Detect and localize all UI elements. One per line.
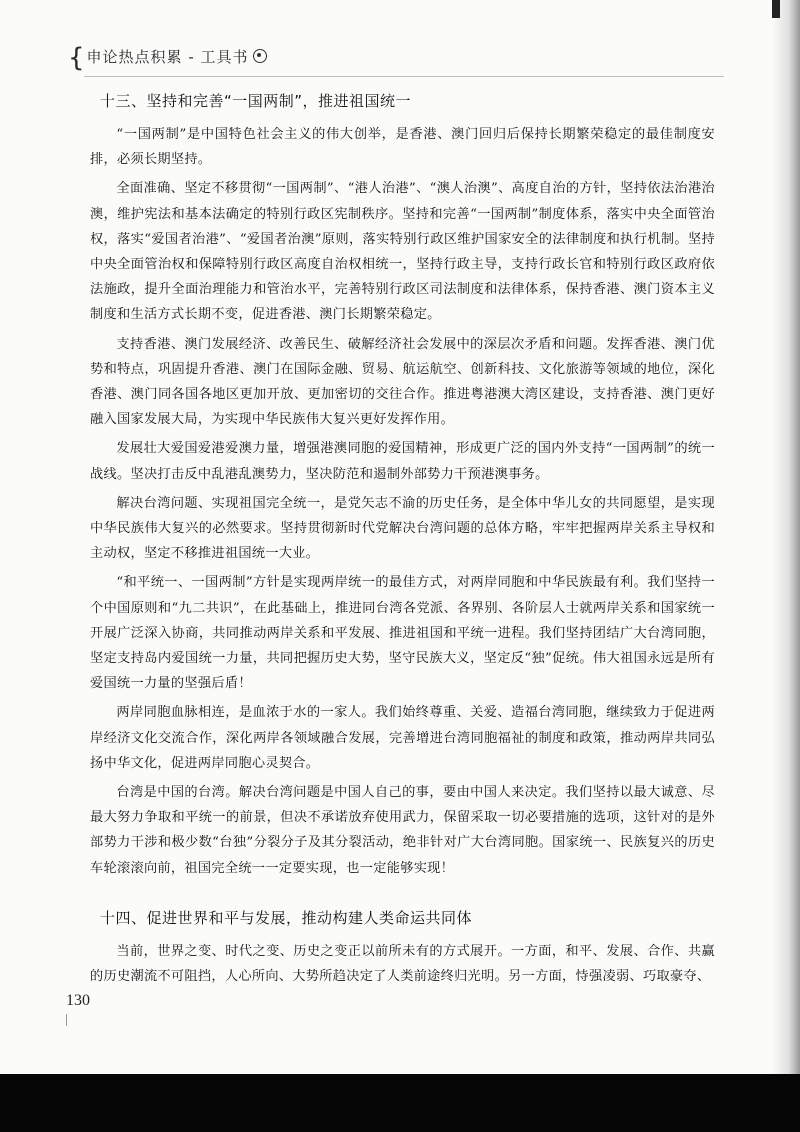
paragraph: 发展壮大爱国爱港爱澳力量，增强港澳同胞的爱国精神，形成更广泛的国内外支持“一国两制”的统一战线。坚决打击反中乱港乱澳势力，坚决防范和遏制外部势力干预港澳事务。 bbox=[90, 441, 715, 482]
running-header bbox=[68, 42, 267, 73]
page-number: 130 bbox=[66, 992, 90, 1009]
margin-tick bbox=[66, 1014, 67, 1026]
paragraph: 支持香港、澳门发展经济、改善民生、破解经济社会发展中的深层次矛盾和问题。发挥香港、澳门优势和特点，巩固提升香港、澳门在国际金融、贸易、航运航空、创新科技、文化旅游等领域的地位，深化香港、澳门同各国各地区更加开放、更加密切的交往合作。推进粤港澳大湾区建设，支持香港、澳门更好融入国家发展大局，为实现中华民族伟大复兴更好发挥作用。 bbox=[90, 336, 715, 428]
page-body bbox=[90, 90, 715, 993]
header-title: 申论热点积累 - 工具书 bbox=[86, 47, 249, 66]
header-rule bbox=[84, 76, 724, 77]
header-bracket: { bbox=[68, 43, 85, 73]
paragraph: 解决台湾问题、实现祖国完全统一，是党矢志不渝的历史任务，是全体中华儿女的共同愿望，是实现中华民族伟大复兴的必然要求。坚持贯彻新时代党解决台湾问题的总体方略，牢牢把握两岸关系主导权和主动权，坚定不移推进祖国统一大业。 bbox=[90, 495, 715, 562]
scan-shadow-edge bbox=[772, 0, 800, 1132]
paragraph: “一国两制”是中国特色社会主义的伟大创举，是香港、澳门回归后保持长期繁荣稳定的最佳制度安排，必须长期坚持。 bbox=[90, 127, 715, 168]
scan-corner-mark bbox=[772, 0, 780, 18]
header-circle-icon bbox=[253, 49, 267, 63]
section-heading-13: 十三、坚持和完善“一国两制”，推进祖国统一 bbox=[100, 92, 412, 110]
paragraph: 全面准确、坚定不移贯彻“一国两制”、“港人治港”、“澳人治澳”、高度自治的方针，坚持依法治港治澳，维护宪法和基本法确定的特别行政区宪制秩序。坚持和完善“一国两制”制度体系，落实中央全面管治权，落实“爱国者治港”、“爱国者治澳”原则，落实特别行政区维护国家安全的法律制度和执行机制。坚持中央全面管治权和保障特别行政区高度自治权相统一，坚持行政主导，支持行政长官和特别行政区政府依法施政，提升全面治理能力和管治水平，完善特别行政区司法制度和法律体系，保持香港、澳门资本主义制度和生活方式长期不变，促进香港、澳门长期繁荣稳定。 bbox=[90, 181, 715, 323]
paragraph: 两岸同胞血脉相连，是血浓于水的一家人。我们始终尊重、关爱、造福台湾同胞，继续致力于促进两岸经济文化交流合作，深化两岸各领域融合发展，完善增进台湾同胞福祉的制度和政策，推动两岸共同弘扬中华文化，促进两岸同胞心灵契合。 bbox=[90, 705, 715, 771]
paragraph: “和平统一、一国两制”方针是实现两岸统一的最佳方式，对两岸同胞和中华民族最有利。我们坚持一个中国原则和“九二共识”，在此基础上，推进同台湾各党派、各界别、各阶层人士就两岸关系和国家统一开展广泛深入协商，共同推动两岸关系和平发展、推进祖国和平统一进程。我们坚持团结广大台湾同胞，坚定支持岛内爱国统一力量，共同把握历史大势，坚守民族大义，坚定反“独”促统。伟大祖国永远是所有爱国统一力量的坚强后盾！ bbox=[90, 575, 715, 692]
paragraph: 台湾是中国的台湾。解决台湾问题是中国人自己的事，要由中国人来决定。我们坚持以最大诚意、尽最大努力争取和平统一的前景，但决不承诺放弃使用武力，保留采取一切必要措施的选项，这针对的是外部势力干涉和极少数“台独”分裂分子及其分裂活动，绝非针对广大台湾同胞。国家统一、民族复兴的历史车轮滚滚向前，祖国完全统一一定要实现，也一定能够实现！ bbox=[90, 785, 715, 876]
scan-bottom-band bbox=[0, 1074, 800, 1132]
paragraph: 当前，世界之变、时代之变、历史之变正以前所未有的方式展开。一方面，和平、发展、合作、共赢的历史潮流不可阻挡，人心所向、大势所趋决定了人类前途终归光明。另一方面，恃强凌弱、巧取豪夺、 bbox=[90, 943, 715, 985]
section-heading-14: 十四、促进世界和平与发展，推动构建人类命运共同体 bbox=[100, 908, 473, 927]
